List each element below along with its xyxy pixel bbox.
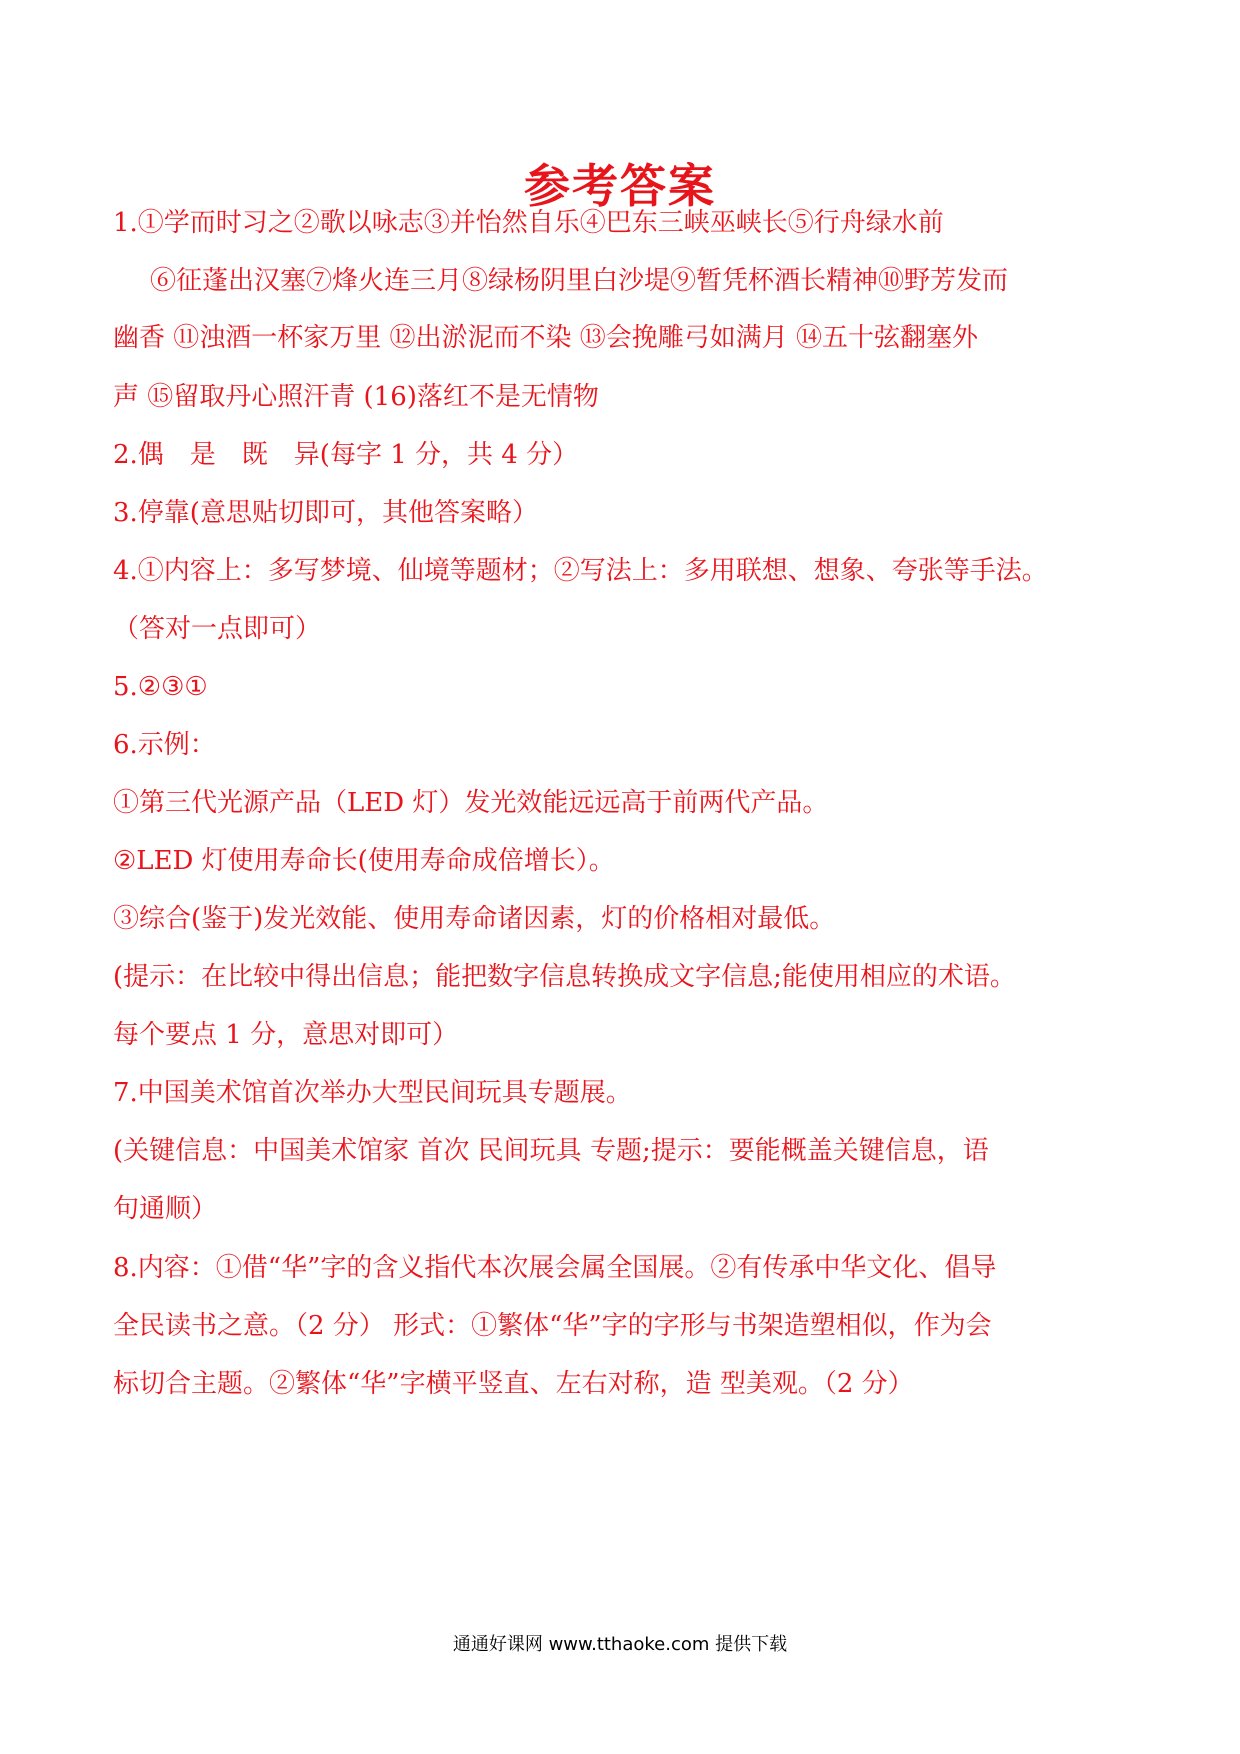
answer-line-18: 句通顺） (113, 1194, 218, 1224)
answer-line-3: 幽香 ⑪浊酒一杯家万里 ⑫出淤泥而不染 ⑬会挽雕弓如满月 ⑭五十弦翻塞外 (113, 323, 979, 353)
footer-credit: 通通好课网 www.tthaoke.com 提供下载 (452, 1634, 788, 1655)
answer-line-17: (关键信息：中国美术馆家 首次 民间玩具 专题;提示：要能概盖关键信息，语 (113, 1136, 989, 1166)
answer-line-4: 声 ⑮留取丹心照汗青 (16)落红不是无情物 (113, 382, 599, 412)
answer-line-7: 4.①内容上：多写梦境、仙境等题材；②写法上：多用联想、想象、夸张等手法。 (113, 556, 1048, 586)
answer-line-6: 3.停靠(意思贴切即可，其他答案略） (113, 498, 538, 528)
answer-line-15: 每个要点 1 分，意思对即可） (113, 1020, 459, 1050)
answer-line-9: 5.②③① (113, 672, 208, 702)
answer-line-8: （答对一点即可） (113, 614, 322, 644)
answer-line-16: 7.中国美术馆首次举办大型民间玩具专题展。 (113, 1078, 632, 1108)
answer-line-20: 全民读书之意。（2 分） 形式：①繁体“华”字的字形与书架造塑相似，作为会 (113, 1311, 992, 1341)
answer-line-2: ⑥征蓬出汉塞⑦烽火连三月⑧绿杨阴里白沙堤⑨暂凭杯酒长精神⑩野芳发而 (150, 266, 1009, 296)
answer-line-13: ③综合(鉴于)发光效能、使用寿命诸因素，灯的价格相对最低。 (113, 904, 836, 934)
answer-line-5: 2.偶 是 既 异(每字 1 分，共 4 分） (113, 440, 579, 470)
answer-line-19: 8.内容：①借“华”字的含义指代本次展会属全国展。②有传承中华文化、倡导 (113, 1253, 997, 1283)
answer-line-21: 标切合主题。②繁体“华”字横平竖直、左右对称，造 型美观。（2 分） (113, 1369, 914, 1399)
page-title: 参考答案 (524, 159, 716, 213)
answer-line-10: 6.示例： (113, 730, 216, 760)
answer-line-14: (提示：在比较中得出信息；能把数字信息转换成文字信息;能使用相应的术语。 (113, 962, 1016, 992)
answer-line-1: 1.①学而时习之②歌以咏志③并怡然自乐④巴东三峡巫峡长⑤行舟绿水前 (113, 208, 944, 238)
answer-line-11: ①第三代光源产品（LED 灯）发光效能远远高于前两代产品。 (113, 788, 829, 818)
answer-line-12: ②LED 灯使用寿命长(使用寿命成倍增长）。 (113, 846, 615, 876)
